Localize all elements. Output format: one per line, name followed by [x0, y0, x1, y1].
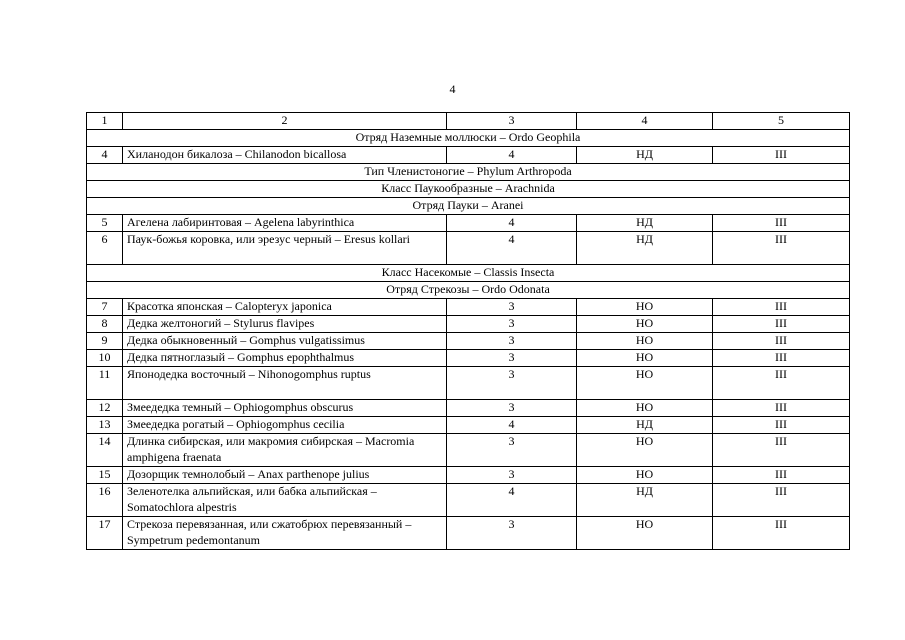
species-table [86, 112, 850, 550]
species-name: Длинка сибирская, или макромия сибирская – Macromia amphigena fraenata [123, 434, 447, 467]
table-row [87, 299, 850, 316]
species-name: Дедка обыкновенный – Gomphus vulgatissimus [123, 333, 447, 350]
category-cell: 4 [447, 147, 577, 164]
status-cell: НО [577, 367, 713, 400]
table-row [87, 350, 850, 367]
species-name: Агелена лабиринтовая – Agelena labyrinthica [123, 215, 447, 232]
section-row [87, 198, 850, 215]
status-cell: НД [577, 215, 713, 232]
row-number: 8 [87, 316, 123, 333]
header-cell: 2 [123, 113, 447, 130]
table-row [87, 147, 850, 164]
protection-cell: III [713, 350, 850, 367]
species-name: Змеедедка рогатый – Ophiogomphus cecilia [123, 417, 447, 434]
row-number: 9 [87, 333, 123, 350]
section-row [87, 181, 850, 198]
category-cell: 3 [447, 299, 577, 316]
header-cell: 3 [447, 113, 577, 130]
table-row [87, 367, 850, 400]
section-row [87, 130, 850, 147]
table-row [87, 232, 850, 265]
protection-cell: III [713, 232, 850, 265]
header-cell: 4 [577, 113, 713, 130]
protection-cell: III [713, 299, 850, 316]
section-title: Отряд Наземные моллюски – Ordo Geophila [87, 130, 850, 147]
species-name: Красотка японская – Calopteryx japonica [123, 299, 447, 316]
header-cell: 5 [713, 113, 850, 130]
row-number: 12 [87, 400, 123, 417]
section-row [87, 282, 850, 299]
status-cell: НО [577, 434, 713, 467]
row-number: 5 [87, 215, 123, 232]
species-name: Стрекоза перевязанная, или сжатобрюх перевязанный – Sympetrum pedemontanum [123, 517, 447, 550]
species-name: Дедка пятноглазый – Gomphus epophthalmus [123, 350, 447, 367]
status-cell: НО [577, 517, 713, 550]
row-number: 7 [87, 299, 123, 316]
table-row [87, 434, 850, 467]
table-row [87, 417, 850, 434]
row-number: 6 [87, 232, 123, 265]
category-cell: 3 [447, 467, 577, 484]
status-cell: НО [577, 316, 713, 333]
status-cell: НД [577, 147, 713, 164]
row-number: 13 [87, 417, 123, 434]
protection-cell: III [713, 215, 850, 232]
row-number: 14 [87, 434, 123, 467]
species-name: Паук-божья коровка, или эрезус черный – Eresus kollari [123, 232, 447, 265]
status-cell: НО [577, 350, 713, 367]
table-row [87, 333, 850, 350]
section-row [87, 265, 850, 282]
category-cell: 3 [447, 316, 577, 333]
status-cell: НО [577, 299, 713, 316]
table-row [87, 400, 850, 417]
protection-cell: III [713, 367, 850, 400]
category-cell: 3 [447, 517, 577, 550]
status-cell: НО [577, 400, 713, 417]
species-name: Дедка желтоногий – Stylurus flavipes [123, 316, 447, 333]
table-row [87, 215, 850, 232]
category-cell: 3 [447, 350, 577, 367]
protection-cell: III [713, 484, 850, 517]
protection-cell: III [713, 147, 850, 164]
category-cell: 4 [447, 417, 577, 434]
header-cell: 1 [87, 113, 123, 130]
category-cell: 3 [447, 400, 577, 417]
protection-cell: III [713, 333, 850, 350]
page-number: 4 [449, 82, 456, 96]
protection-cell: III [713, 517, 850, 550]
row-number: 11 [87, 367, 123, 400]
category-cell: 3 [447, 333, 577, 350]
category-cell: 3 [447, 367, 577, 400]
row-number: 16 [87, 484, 123, 517]
row-number: 4 [87, 147, 123, 164]
status-cell: НО [577, 333, 713, 350]
species-name: Японодедка восточный – Nihonogomphus ruptus [123, 367, 447, 400]
species-name: Дозорщик темнолобый – Anax parthenope julius [123, 467, 447, 484]
row-number: 15 [87, 467, 123, 484]
row-number: 10 [87, 350, 123, 367]
protection-cell: III [713, 417, 850, 434]
status-cell: НД [577, 417, 713, 434]
species-name: Зеленотелка альпийская, или бабка альпийская – Somatochlora alpestris [123, 484, 447, 517]
section-title: Класс Паукообразные – Arachnida [87, 181, 850, 198]
header-row [87, 113, 850, 130]
status-cell: НО [577, 467, 713, 484]
table-row [87, 467, 850, 484]
protection-cell: III [713, 434, 850, 467]
table-row [87, 484, 850, 517]
protection-cell: III [713, 467, 850, 484]
row-number: 17 [87, 517, 123, 550]
category-cell: 4 [447, 484, 577, 517]
species-name: Змеедедка темный – Ophiogomphus obscurus [123, 400, 447, 417]
table-row [87, 316, 850, 333]
section-row [87, 164, 850, 181]
protection-cell: III [713, 400, 850, 417]
protection-cell: III [713, 316, 850, 333]
category-cell: 3 [447, 434, 577, 467]
category-cell: 4 [447, 215, 577, 232]
section-title: Тип Членистоногие – Phylum Arthropoda [87, 164, 850, 181]
section-title: Отряд Стрекозы – Ordo Odonata [87, 282, 850, 299]
section-title: Класс Насекомые – Classis Insecta [87, 265, 850, 282]
table-row [87, 517, 850, 550]
section-title: Отряд Пауки – Aranei [87, 198, 850, 215]
species-name: Хиланодон бикалоза – Chilanodon bicallosa [123, 147, 447, 164]
category-cell: 4 [447, 232, 577, 265]
status-cell: НД [577, 232, 713, 265]
status-cell: НД [577, 484, 713, 517]
